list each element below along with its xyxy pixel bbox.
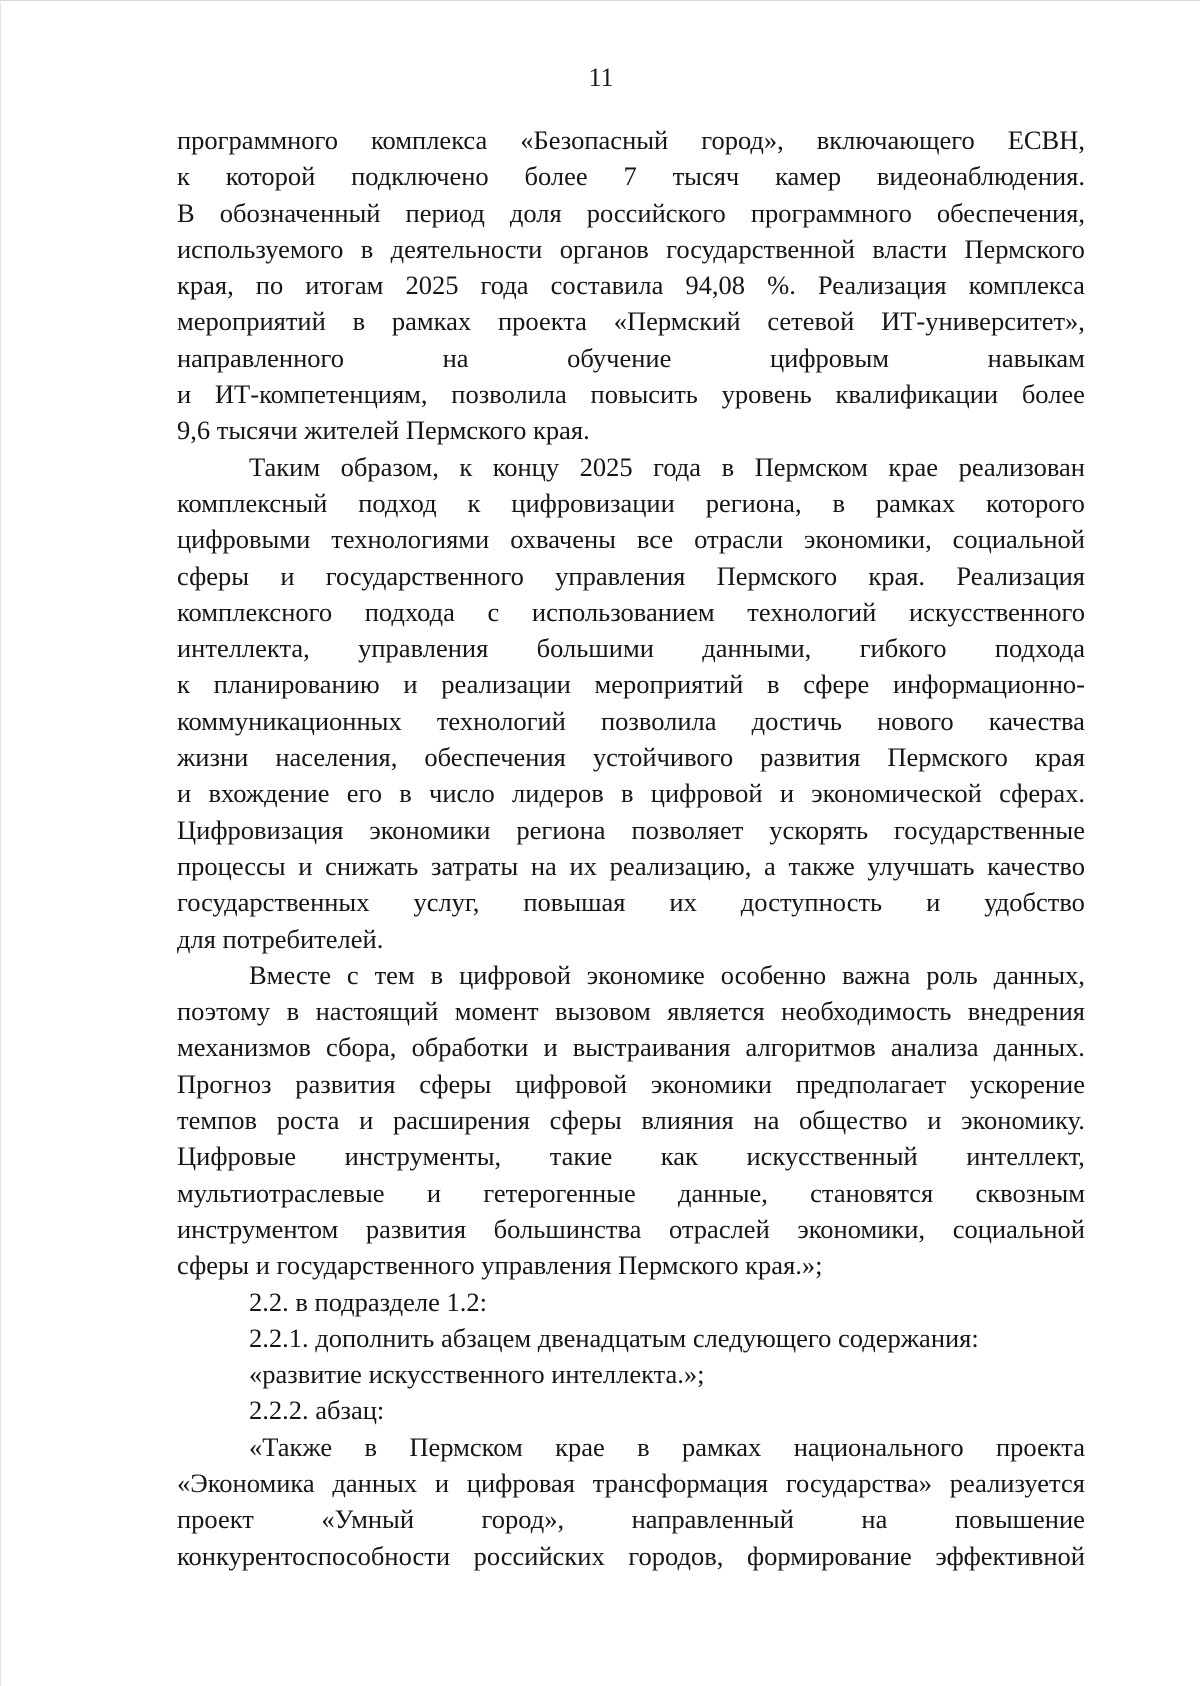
text-line: темпов роста и расширения сферы влияния на общество и экономику. — [177, 1105, 1085, 1136]
text-line: направленного на обучение цифровым навыкам — [177, 342, 1085, 373]
text-line: «развитие искусственного интеллекта.»; — [249, 1359, 705, 1390]
text-line: В обозначенный период доля российского программного обеспечения, — [177, 197, 1085, 228]
paragraph-p5 — [177, 1320, 1085, 1356]
text-line: конкурентоспособности российских городов, формирование эффективной — [177, 1540, 1085, 1571]
text-line: процессы и снижать затраты на их реализацию, а также улучшать качество — [177, 850, 1085, 881]
page-number: 11 — [588, 63, 614, 92]
text-line: «Также в Пермском крае в рамках национального проекта — [249, 1431, 1085, 1462]
text-line: Прогноз развития сферы цифровой экономики предполагает ускорение — [177, 1068, 1085, 1099]
text-line: используемого в деятельности органов государственной власти Пермского — [177, 233, 1085, 264]
text-line: жизни населения, обеспечения устойчивого развития Пермского края — [177, 742, 1085, 773]
text-line: государственных услуг, повышая их доступность и удобство — [177, 887, 1085, 918]
text-line: и вхождение его в число лидеров в цифровой и экономической сферах. — [177, 778, 1085, 809]
text-line: Цифровые инструменты, такие как искусственный интеллект, — [177, 1141, 1085, 1172]
paragraph-p6 — [177, 1356, 1085, 1392]
text-line: 9,6 тысячи жителей Пермского края. — [177, 415, 590, 446]
text-line: поэтому в настоящий момент вызовом является необходимость внедрения — [177, 996, 1085, 1027]
text-line: комплексный подход к цифровизации региона, в рамках которого — [177, 487, 1085, 518]
text-line: интеллекта, управления большими данными, гибкого подхода — [177, 633, 1085, 664]
text-line: цифровыми технологиями охвачены все отрасли экономики, социальной — [177, 524, 1085, 555]
text-line: и ИТ-компетенциям, позволила повысить уровень квалификации более — [177, 379, 1085, 410]
text-line: сферы и государственного управления Пермского края.»; — [177, 1250, 823, 1281]
paragraph-p7 — [177, 1392, 1085, 1428]
text-line: комплексного подхода с использованием технологий искусственного — [177, 596, 1085, 627]
text-line: Вместе с тем в цифровой экономике особенно важна роль данных, — [249, 959, 1085, 990]
text-line: коммуникационных технологий позволила достичь нового качества — [177, 705, 1085, 736]
text-line: мероприятий в рамках проекта «Пермский сетевой ИТ-университет», — [177, 306, 1085, 337]
text-line: 2.2.2. абзац: — [249, 1395, 385, 1426]
text-line: 2.2. в подразделе 1.2: — [249, 1286, 488, 1317]
text-line: для потребителей. — [177, 923, 384, 954]
text-line: мультиотраслевые и гетерогенные данные, становятся сквозным — [177, 1177, 1085, 1208]
paragraph-p8 — [177, 1429, 1085, 1574]
paragraph-p4 — [177, 1284, 1085, 1320]
text-line: инструментом развития большинства отраслей экономики, социальной — [177, 1213, 1085, 1244]
text-line: механизмов сбора, обработки и выстраивания алгоритмов анализа данных. — [177, 1032, 1085, 1063]
text-line: 2.2.1. дополнить абзацем двенадцатым следующего содержания: — [249, 1322, 979, 1353]
text-line: к планированию и реализации мероприятий в сфере информационно- — [177, 669, 1085, 700]
text-line: программного комплекса «Безопасный город», включающего ЕСВН, — [177, 125, 1085, 155]
text-line: к которой подключено более 7 тысяч камер видеонаблюдения. — [177, 161, 1085, 192]
text-line: «Экономика данных и цифровая трансформация государства» реализуется — [177, 1467, 1085, 1498]
document-body — [177, 122, 1085, 1574]
text-line: Таким образом, к концу 2025 года в Пермском крае реализован — [249, 451, 1085, 482]
text-line: края, по итогам 2025 года составила 94,08 %. Реализация комплекса — [177, 270, 1085, 301]
paragraph-p3 — [177, 957, 1085, 1284]
paragraph-p2 — [177, 449, 1085, 957]
text-line: Цифровизация экономики региона позволяет ускорять государственные — [177, 814, 1085, 845]
text-line: проект «Умный город», направленный на повышение — [177, 1504, 1085, 1535]
text-line: сферы и государственного управления Пермского края. Реализация — [177, 560, 1085, 591]
paragraph-p1 — [177, 122, 1085, 449]
